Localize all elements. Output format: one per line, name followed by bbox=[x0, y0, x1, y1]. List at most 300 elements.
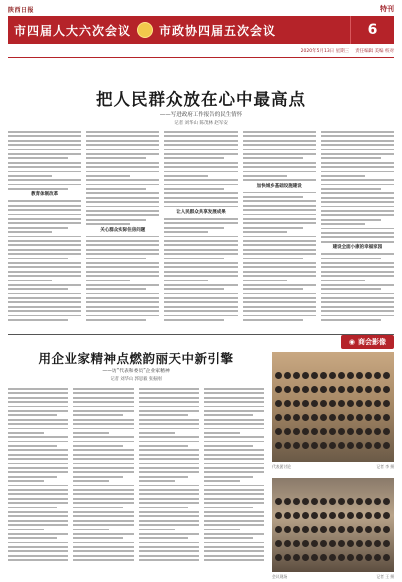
text-line bbox=[164, 284, 237, 286]
banner-content bbox=[8, 16, 350, 44]
text-line bbox=[86, 310, 159, 312]
text-line bbox=[86, 135, 159, 137]
attendee-head bbox=[374, 526, 381, 533]
text-line bbox=[86, 266, 159, 268]
text-line bbox=[139, 436, 199, 438]
text-line bbox=[73, 441, 133, 443]
text-line bbox=[8, 414, 57, 416]
text-line bbox=[86, 131, 159, 133]
text-line bbox=[8, 144, 81, 146]
text-line bbox=[8, 253, 81, 255]
attendee-head bbox=[347, 372, 354, 379]
attendee-head bbox=[347, 526, 354, 533]
text-line bbox=[139, 498, 199, 500]
second-article-byline: 记者 刘华山 郭思毅 张振刚 bbox=[110, 377, 162, 382]
text-line bbox=[8, 214, 81, 216]
text-line bbox=[243, 162, 316, 164]
attendee-head bbox=[275, 512, 282, 519]
text-line bbox=[139, 537, 188, 539]
text-line bbox=[139, 559, 199, 561]
attendee-head bbox=[365, 554, 372, 561]
text-line bbox=[164, 131, 237, 133]
text-line bbox=[321, 223, 365, 225]
text-line bbox=[243, 218, 316, 220]
text-line bbox=[204, 463, 264, 465]
attendee-head bbox=[302, 526, 309, 533]
text-line bbox=[321, 214, 394, 216]
attendee-head bbox=[365, 386, 372, 393]
banner-title-right: 市政协四届五次会议 bbox=[159, 23, 277, 38]
article-column bbox=[8, 388, 68, 578]
text-line bbox=[73, 559, 133, 561]
attendee-head bbox=[293, 526, 300, 533]
text-line bbox=[321, 144, 394, 146]
text-line bbox=[8, 406, 68, 408]
text-line bbox=[139, 555, 199, 557]
text-line bbox=[8, 471, 68, 473]
text-line bbox=[8, 463, 68, 465]
text-line bbox=[321, 271, 394, 273]
attendee-head bbox=[320, 428, 327, 435]
text-line bbox=[8, 240, 81, 242]
text-line bbox=[243, 284, 316, 286]
text-line bbox=[243, 144, 316, 146]
text-line bbox=[73, 546, 133, 548]
text-line bbox=[73, 458, 133, 460]
text-line bbox=[8, 244, 81, 246]
text-line bbox=[86, 297, 159, 299]
text-line bbox=[164, 222, 237, 224]
crowd-row bbox=[272, 412, 394, 422]
photo-caption bbox=[272, 464, 394, 470]
text-line bbox=[321, 179, 394, 181]
attendee-head bbox=[365, 526, 372, 533]
text-line bbox=[204, 550, 264, 552]
attendee-head bbox=[383, 526, 390, 533]
text-line bbox=[86, 280, 130, 282]
attendee-head bbox=[284, 428, 291, 435]
attendee-head bbox=[302, 442, 309, 449]
text-line bbox=[139, 388, 199, 390]
text-line bbox=[243, 244, 316, 246]
text-line bbox=[204, 489, 264, 491]
text-line bbox=[8, 222, 81, 224]
article-column bbox=[243, 131, 316, 331]
attendee-head bbox=[347, 386, 354, 393]
text-line bbox=[73, 533, 133, 535]
text-line bbox=[73, 471, 133, 473]
text-line bbox=[164, 157, 224, 159]
text-line bbox=[243, 253, 316, 255]
text-line bbox=[321, 210, 394, 212]
crowd-row bbox=[272, 370, 394, 380]
text-line bbox=[204, 520, 264, 522]
text-line bbox=[139, 546, 199, 548]
text-line bbox=[8, 135, 81, 137]
crowd-row bbox=[272, 426, 394, 436]
text-line bbox=[164, 206, 237, 208]
text-line bbox=[139, 502, 199, 504]
text-line bbox=[321, 301, 394, 303]
commerce-badge[interactable] bbox=[341, 335, 394, 349]
text-line bbox=[86, 206, 159, 208]
text-line bbox=[321, 206, 394, 208]
attendee-head bbox=[383, 554, 390, 561]
attendee-head bbox=[320, 442, 327, 449]
text-line bbox=[321, 310, 394, 312]
text-line bbox=[73, 476, 122, 478]
text-line bbox=[139, 392, 199, 394]
article-subhead: 教育体制改革 bbox=[31, 192, 59, 198]
text-line bbox=[204, 449, 264, 451]
text-line bbox=[86, 188, 146, 190]
text-line bbox=[8, 546, 68, 548]
text-line bbox=[321, 266, 394, 268]
text-line bbox=[139, 449, 199, 451]
second-article-subtitle: ——访“代表和委员”企业家精神 bbox=[102, 369, 170, 374]
attendee-head bbox=[275, 442, 282, 449]
attendee-head bbox=[365, 498, 372, 505]
text-line bbox=[73, 515, 133, 517]
text-line bbox=[204, 419, 264, 421]
editor-line: 责任编辑 美编 校对 bbox=[355, 48, 394, 54]
section-tag: 特刊 bbox=[380, 5, 394, 13]
text-line bbox=[8, 293, 81, 295]
text-line bbox=[8, 131, 81, 133]
text-line bbox=[86, 244, 159, 246]
text-line bbox=[204, 397, 264, 399]
text-line bbox=[86, 258, 146, 260]
attendee-head bbox=[293, 386, 300, 393]
text-line bbox=[86, 284, 159, 286]
attendee-head bbox=[329, 386, 336, 393]
text-line bbox=[164, 297, 237, 299]
text-line bbox=[8, 454, 68, 456]
attendee-head bbox=[275, 428, 282, 435]
attendee-head bbox=[347, 512, 354, 519]
text-line bbox=[164, 149, 237, 151]
attendee-head bbox=[329, 414, 336, 421]
attendee-head bbox=[347, 554, 354, 561]
text-line bbox=[243, 231, 287, 233]
text-line bbox=[139, 406, 199, 408]
text-line bbox=[86, 240, 159, 242]
text-line bbox=[8, 319, 68, 321]
text-line bbox=[86, 301, 159, 303]
text-line bbox=[243, 258, 303, 260]
attendee-head bbox=[275, 498, 282, 505]
text-line bbox=[321, 140, 394, 142]
attendee-head bbox=[374, 428, 381, 435]
text-line bbox=[86, 262, 159, 264]
attendee-head bbox=[284, 498, 291, 505]
text-line bbox=[243, 200, 316, 202]
commerce-section-header bbox=[272, 335, 394, 349]
attendee-head bbox=[347, 442, 354, 449]
article-column bbox=[164, 131, 237, 331]
attendee-head bbox=[329, 428, 336, 435]
attendee-head bbox=[356, 386, 363, 393]
text-line bbox=[164, 227, 224, 229]
attendee-head bbox=[302, 414, 309, 421]
text-line bbox=[164, 319, 224, 321]
attendee-head bbox=[365, 400, 372, 407]
text-line bbox=[73, 463, 133, 465]
text-line bbox=[321, 275, 394, 277]
text-line bbox=[243, 157, 303, 159]
text-line bbox=[139, 493, 199, 495]
text-line bbox=[204, 388, 264, 390]
text-line bbox=[8, 529, 44, 531]
attendee-head bbox=[320, 386, 327, 393]
text-line bbox=[139, 463, 199, 465]
meeting-photo[interactable] bbox=[272, 352, 394, 462]
attendee-head bbox=[302, 540, 309, 547]
text-line bbox=[8, 441, 68, 443]
text-line bbox=[243, 153, 316, 155]
text-line bbox=[139, 410, 199, 412]
text-line bbox=[73, 507, 122, 509]
text-line bbox=[243, 262, 316, 264]
attendee-head bbox=[284, 512, 291, 519]
meeting-photo[interactable] bbox=[272, 478, 394, 572]
text-line bbox=[8, 388, 68, 390]
text-line bbox=[86, 144, 159, 146]
crowd-row bbox=[272, 510, 394, 520]
text-line bbox=[164, 188, 224, 190]
photo-caption-text: 代表团讨论 bbox=[272, 464, 291, 469]
text-line bbox=[243, 288, 303, 290]
text-line bbox=[321, 184, 394, 186]
text-line bbox=[73, 493, 133, 495]
attendee-head bbox=[383, 372, 390, 379]
attendee-head bbox=[302, 400, 309, 407]
text-line bbox=[139, 550, 199, 552]
text-line bbox=[204, 467, 264, 469]
text-line bbox=[8, 262, 81, 264]
text-line bbox=[8, 537, 57, 539]
text-line bbox=[8, 397, 68, 399]
text-line bbox=[8, 542, 68, 544]
text-line bbox=[8, 489, 68, 491]
text-line bbox=[8, 140, 81, 142]
text-line bbox=[8, 149, 81, 151]
attendee-head bbox=[338, 498, 345, 505]
text-line bbox=[73, 524, 133, 526]
text-line bbox=[204, 432, 240, 434]
attendee-head bbox=[338, 414, 345, 421]
text-line bbox=[164, 258, 224, 260]
publication-date: 2020年5月13日 星期三 bbox=[300, 48, 350, 54]
attendee-head bbox=[284, 442, 291, 449]
text-line bbox=[204, 406, 264, 408]
attendee-head bbox=[293, 372, 300, 379]
text-line bbox=[8, 559, 68, 561]
attendee-head bbox=[365, 414, 372, 421]
page-header bbox=[8, 3, 394, 61]
attendee-head bbox=[356, 442, 363, 449]
text-line bbox=[8, 171, 81, 173]
text-line bbox=[8, 310, 81, 312]
text-line bbox=[139, 467, 199, 469]
attendee-head bbox=[320, 372, 327, 379]
text-line bbox=[139, 423, 199, 425]
text-line bbox=[139, 441, 199, 443]
text-line bbox=[139, 428, 199, 430]
attendee-head bbox=[347, 540, 354, 547]
text-line bbox=[204, 524, 264, 526]
text-line bbox=[321, 280, 365, 282]
text-line bbox=[204, 555, 264, 557]
attendee-head bbox=[356, 526, 363, 533]
text-line bbox=[86, 319, 146, 321]
text-line bbox=[243, 196, 303, 198]
text-line bbox=[204, 533, 264, 535]
photo-credit: 记者 李 摄 bbox=[376, 464, 394, 469]
text-line bbox=[86, 288, 146, 290]
text-line bbox=[73, 480, 109, 482]
text-line bbox=[164, 162, 237, 164]
attendee-head bbox=[293, 428, 300, 435]
text-line bbox=[73, 428, 133, 430]
text-line bbox=[86, 214, 159, 216]
text-line bbox=[243, 236, 316, 238]
article-column bbox=[321, 131, 394, 331]
text-line bbox=[139, 414, 188, 416]
text-line bbox=[243, 166, 316, 168]
text-line bbox=[139, 432, 175, 434]
text-line bbox=[8, 511, 68, 513]
text-line bbox=[164, 293, 237, 295]
attendee-head bbox=[338, 428, 345, 435]
attendee-head bbox=[275, 386, 282, 393]
main-article-byline: 记者 刘华山 陈茂林 赵军安 bbox=[174, 121, 228, 126]
photo-caption-text: 会议现场 bbox=[272, 574, 288, 579]
text-line bbox=[243, 275, 316, 277]
crowd-row bbox=[272, 440, 394, 450]
text-line bbox=[8, 507, 57, 509]
attendee-head bbox=[293, 498, 300, 505]
text-line bbox=[204, 537, 253, 539]
text-line bbox=[243, 209, 316, 211]
text-line bbox=[8, 449, 68, 451]
text-line bbox=[139, 458, 199, 460]
text-line bbox=[139, 401, 199, 403]
text-line bbox=[204, 515, 264, 517]
text-line bbox=[8, 175, 52, 177]
attendee-head bbox=[365, 442, 372, 449]
national-emblem-icon bbox=[137, 22, 153, 38]
attendee-head bbox=[284, 372, 291, 379]
text-line bbox=[204, 507, 253, 509]
text-line bbox=[139, 533, 199, 535]
main-article-title[interactable]: 把人民群众放在心中最高点 bbox=[96, 90, 306, 109]
attendee-head bbox=[311, 442, 318, 449]
text-line bbox=[243, 192, 316, 194]
attendee-head bbox=[356, 498, 363, 505]
text-line bbox=[8, 485, 68, 487]
article-subhead: 让人民群众共享发展成果 bbox=[176, 210, 226, 216]
text-line bbox=[243, 227, 303, 229]
attendee-head bbox=[302, 512, 309, 519]
text-line bbox=[164, 310, 237, 312]
text-line bbox=[321, 253, 394, 255]
text-line bbox=[164, 231, 208, 233]
text-line bbox=[8, 218, 81, 220]
text-line bbox=[8, 166, 81, 168]
text-line bbox=[321, 297, 394, 299]
text-line bbox=[86, 184, 159, 186]
attendee-head bbox=[311, 414, 318, 421]
text-line bbox=[8, 188, 68, 190]
text-line bbox=[8, 249, 81, 251]
attendee-head bbox=[329, 540, 336, 547]
commerce-badge-label: 商会影像 bbox=[358, 338, 386, 346]
text-line bbox=[86, 293, 159, 295]
text-line bbox=[164, 218, 237, 220]
attendee-head bbox=[338, 526, 345, 533]
text-line bbox=[243, 222, 316, 224]
text-line bbox=[8, 445, 57, 447]
attendee-head bbox=[356, 512, 363, 519]
text-line bbox=[164, 192, 237, 194]
attendee-head bbox=[302, 554, 309, 561]
text-line bbox=[8, 524, 68, 526]
attendee-head bbox=[374, 372, 381, 379]
text-line bbox=[8, 467, 68, 469]
article-column bbox=[8, 131, 81, 331]
text-line bbox=[86, 315, 159, 317]
attendee-head bbox=[284, 414, 291, 421]
attendee-head bbox=[284, 554, 291, 561]
text-line bbox=[86, 219, 146, 221]
article-subhead: 建设全面小康的幸福家园 bbox=[332, 245, 383, 251]
text-line bbox=[243, 179, 316, 181]
second-article-title[interactable]: 用企业家精神点燃韵丽天中新引擎 bbox=[38, 351, 234, 366]
text-line bbox=[164, 244, 237, 246]
attendee-head bbox=[365, 512, 372, 519]
attendee-head bbox=[338, 386, 345, 393]
text-line bbox=[73, 392, 133, 394]
text-line bbox=[86, 223, 130, 225]
attendee-head bbox=[293, 442, 300, 449]
attendee-head bbox=[374, 400, 381, 407]
text-line bbox=[73, 555, 133, 557]
text-line bbox=[204, 476, 253, 478]
text-line bbox=[139, 445, 188, 447]
attendee-head bbox=[275, 540, 282, 547]
attendee-head bbox=[374, 498, 381, 505]
text-line bbox=[139, 520, 199, 522]
text-line bbox=[8, 284, 81, 286]
attendee-head bbox=[365, 372, 372, 379]
text-line bbox=[8, 419, 68, 421]
crowd-row bbox=[272, 384, 394, 394]
attendee-head bbox=[347, 414, 354, 421]
text-line bbox=[86, 249, 159, 251]
crowd-row bbox=[272, 538, 394, 548]
text-line bbox=[204, 445, 253, 447]
article-column bbox=[139, 388, 199, 578]
text-line bbox=[8, 401, 68, 403]
text-line bbox=[86, 253, 159, 255]
text-line bbox=[164, 197, 237, 199]
attendee-head bbox=[383, 512, 390, 519]
text-line bbox=[8, 184, 81, 186]
text-line bbox=[139, 419, 199, 421]
photo-credit: 记者 王 摄 bbox=[376, 574, 394, 579]
text-line bbox=[139, 507, 188, 509]
